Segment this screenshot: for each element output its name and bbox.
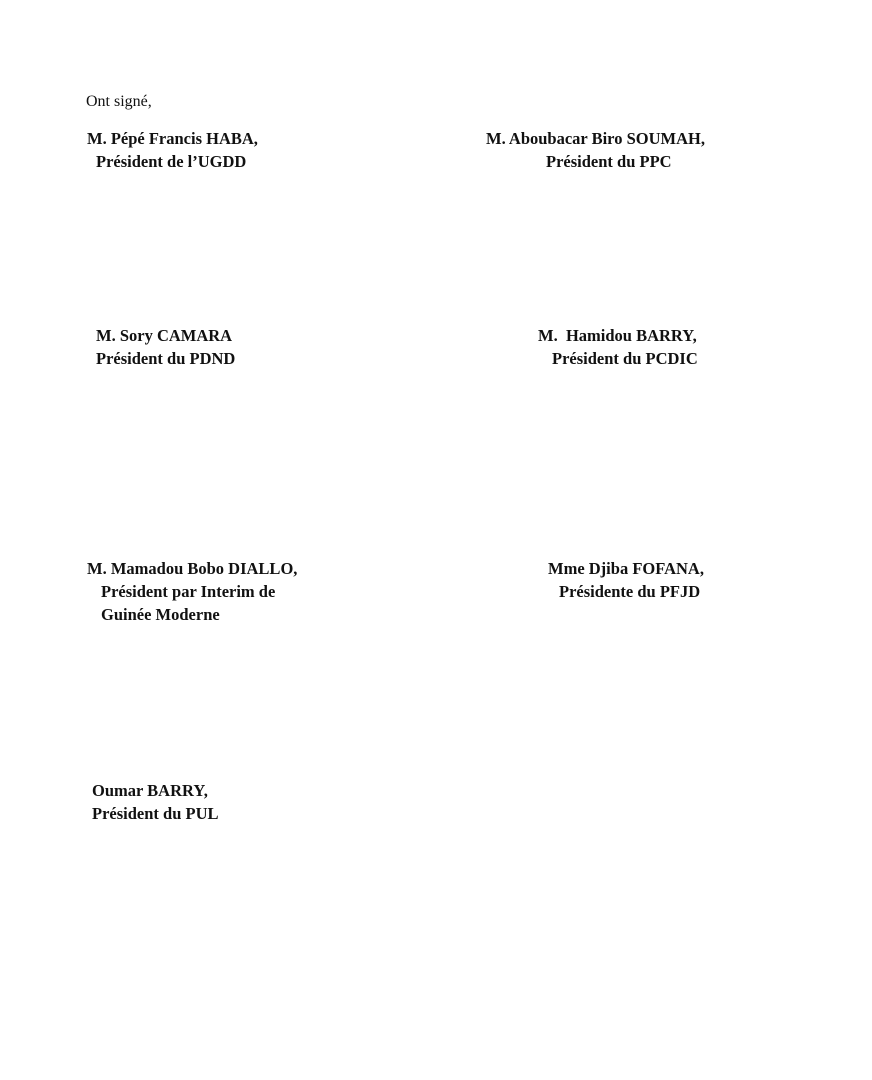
signatory-name: M. Aboubacar Biro SOUMAH,	[486, 129, 705, 148]
signatory-title: Président du PUL	[92, 804, 219, 823]
signatory-title: Président du PDND	[96, 349, 236, 368]
signatory-block	[486, 127, 705, 173]
signatory-name: M. Sory CAMARA	[96, 326, 233, 345]
signatory-name: M. Hamidou BARRY,	[538, 326, 697, 345]
intro-text: Ont signé,	[86, 93, 152, 110]
signatory-block	[87, 557, 297, 626]
signatory-title: Présidente du PFJD	[559, 582, 701, 601]
signatory-title: Président du PPC	[546, 152, 672, 171]
signatory-block	[96, 324, 235, 370]
signatory-name: Mme Djiba FOFANA,	[548, 559, 704, 578]
signatory-block	[87, 127, 258, 173]
signatory-title-continued: Guinée Moderne	[101, 605, 220, 624]
signatory-name: Oumar BARRY,	[92, 781, 208, 800]
signatory-name: M. Pépé Francis HABA,	[87, 129, 258, 148]
signatory-block	[538, 324, 698, 370]
signatory-title: Président de l’UGDD	[96, 152, 247, 171]
signatory-title: Président du PCDIC	[552, 349, 698, 368]
signatory-title: Président par Interim de	[101, 582, 276, 601]
signatory-block	[92, 779, 219, 825]
signatory-name: M. Mamadou Bobo DIALLO,	[87, 559, 298, 578]
signatory-block	[548, 557, 704, 603]
